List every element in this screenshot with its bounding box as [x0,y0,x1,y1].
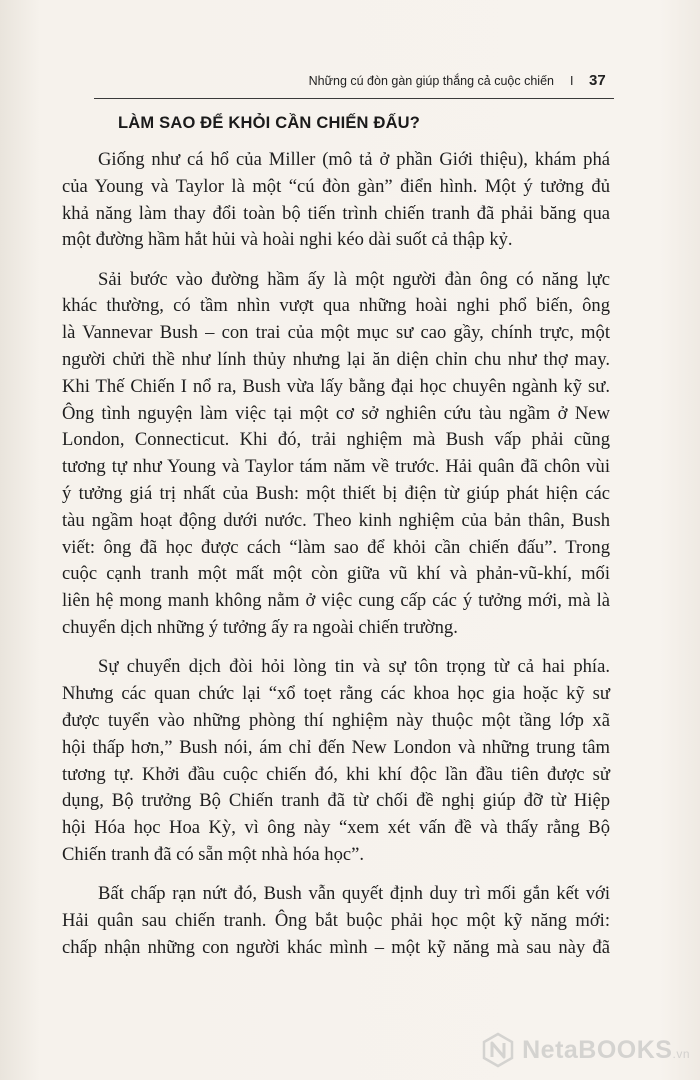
text-line: một đường hầm hắt hủi và hoài nghi kéo dài suốt cả thập kỷ. [62,229,513,251]
text-line: Chiến tranh đã có sẵn một nhà hóa học”. [62,843,365,865]
text-line: Khi Thế Chiến I nổ ra, Bush vừa lấy bằng đại học chuyên ngành kỹ sư. [62,375,610,397]
watermark-brand-text: NetaBOOKS [522,1035,673,1064]
text-line: chấp nhận những con người khác mình – một kỹ năng mà sau này đã [62,936,610,958]
text-line: tương tự như Young và Taylor tám năm về trước. Hải quân đã chôn vùi [62,456,610,478]
paragraph-4 [62,881,610,961]
text-line: khác thường, có tầm nhìn vượt qua những hoài nghi phổ biến, ông [62,295,610,317]
text-line: dụng, Bộ trưởng Bộ Chiến tranh đã từ chối đề nghị giúp đỡ từ Hiệp [62,790,610,812]
text-line: là Vannevar Bush – con trai của một mục sư cao gầy, chính trực, một [62,322,610,344]
text-line: được tuyển vào những phòng thí nghiệm này thuộc một tầng lớp xã [62,709,610,731]
text-line: cuộc cạnh tranh một mất một còn giữa vũ khí và phản-vũ-khí, mối [62,563,610,585]
text-line: của Young và Taylor là một “cú đòn gàn” điển hình. Một ý tưởng đủ [62,175,610,197]
paragraph-1 [62,147,610,254]
text-line: chuyển dịch những ý tưởng ấy ra ngoài chiến trường. [62,617,458,639]
page-number: 37 [589,72,606,89]
netabooks-logo-icon [480,1032,516,1068]
text-line: tàu ngầm hoạt động dưới nước. Theo kinh nghiệm của bản thân, Bush [62,509,610,531]
text-line: Sự chuyển dịch đòi hỏi lòng tin và sự tôn trọng từ cả hai phía. [98,656,610,678]
text-line: Sải bước vào đường hầm ấy là một người đàn ông có năng lực [98,268,610,290]
text-line: hội thấp hơn,” Bush nói, ám chỉ đến New London và những trung tâm [62,736,610,758]
watermark [480,1030,690,1070]
section-heading: LÀM SAO ĐỂ KHỎI CẦN CHIẾN ĐẤU? [118,114,421,132]
text-line: khả năng làm thay đổi toàn bộ tiến trình chiến tranh đã phải băng qua [62,202,610,224]
text-line: liên hệ mong manh không nằm ở việc cung cấp các ý tưởng mới, mà là [62,590,610,612]
running-title: Những cú đòn gàn giúp thắng cả cuộc chiến [308,74,554,88]
text-line: Hải quân sau chiến tranh. Ông bắt buộc phải học một kỹ năng mới: [62,910,610,932]
text-line: viết: ông đã học được cách “làm sao để khỏi cần chiến đấu”. Trong [62,536,610,558]
text-line: Bất chấp rạn nứt đó, Bush vẫn quyết định duy trì mối gắn kết với [98,883,610,905]
text-line: Nhưng các quan chức lại “xổ toẹt rằng các khoa học gia hoặc kỹ sư [62,683,610,705]
text-line: tương tự. Khởi đầu cuộc chiến đó, khi khí độc lần đầu tiên được sử [62,763,610,785]
text-line: London, Connecticut. Khi đó, trải nghiệm mà Bush vấp phải cũng [62,429,610,451]
text-line: ý tưởng giá trị nhất của Bush: một thiết bị điện từ giúp phát hiện các [62,483,610,505]
body-text [62,147,610,974]
text-line: hội Hóa học Hoa Kỳ, vì ông này “xem xét vấn đề và thấy rằng Bộ [62,817,610,839]
paragraph-2 [62,267,610,642]
text-line: người chửi thề như lính thủy nhưng lại ăn diện chỉn chu như thợ may. [62,349,610,371]
watermark-suffix: .vn [672,1046,690,1061]
header-separator: I [570,74,574,88]
paragraph-3 [62,654,610,868]
watermark-brand [522,1036,690,1065]
header-rule [94,98,614,99]
text-line: Giống như cá hổ của Miller (mô tả ở phần Giới thiệu), khám phá [98,149,610,170]
running-header [0,72,700,92]
text-line: Ông tình nguyện làm việc tại một cơ sở nghiên cứu tàu ngầm ở New [62,402,610,424]
